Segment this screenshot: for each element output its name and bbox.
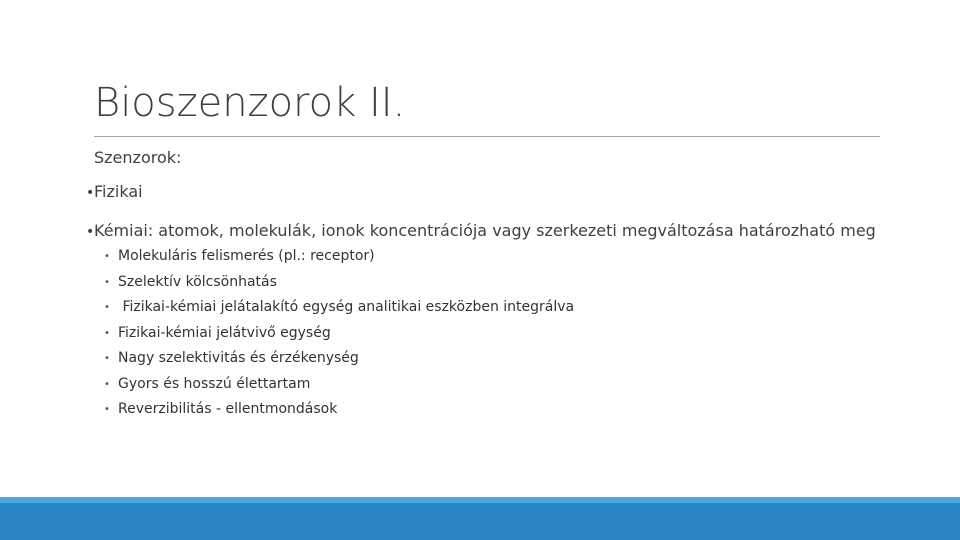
bullet-kemiai [86,221,876,240]
sub-list-item [104,271,574,297]
bullet-icon: • [104,276,110,288]
intro-text: Szenzorok: [94,148,182,167]
bullet-icon: • [104,378,110,390]
sub-list-item [104,347,574,373]
sub-item-text: Fizikai-kémiai jelátalakító egység analitikai eszközben integrálva [118,299,575,315]
sub-bullet-list [104,245,574,424]
sub-list-item [104,398,574,424]
bullet-text: Kémiai: atomok, molekulák, ionok koncentrációja vagy szerkezeti megváltozása határozható meg [94,221,876,240]
bullet-text: Fizikai [94,182,143,201]
bullet-icon: • [104,404,110,415]
bullet-fizikai [86,182,143,201]
bullet-icon: • [86,224,95,240]
slide-title: Bioszenzorok II. [94,80,406,126]
bullet-icon: • [104,353,110,364]
sub-list-item [104,245,574,271]
sub-item-text: Gyors és hosszú élettartam [118,375,311,392]
sub-item-text: Szelektív kölcsönhatás [118,273,277,290]
sub-list-item [104,322,574,348]
title-divider [94,136,880,137]
bullet-icon: • [104,327,110,339]
sub-item-text: Fizikai-kémiai jelátvivő egység [118,324,331,341]
bullet-icon: • [86,185,95,201]
bullet-icon: • [104,251,110,262]
sub-list-item [104,373,574,399]
sub-item-text: Nagy szelektivitás és érzékenység [118,350,359,366]
footer-band [0,497,960,540]
footer-highlight-strip [0,497,960,503]
sub-item-text: Reverzibilitás - ellentmondások [118,401,338,417]
sub-item-text: Molekuláris felismerés (pl.: receptor) [118,248,375,264]
bullet-icon: • [104,302,110,313]
sub-list-item [104,296,574,322]
